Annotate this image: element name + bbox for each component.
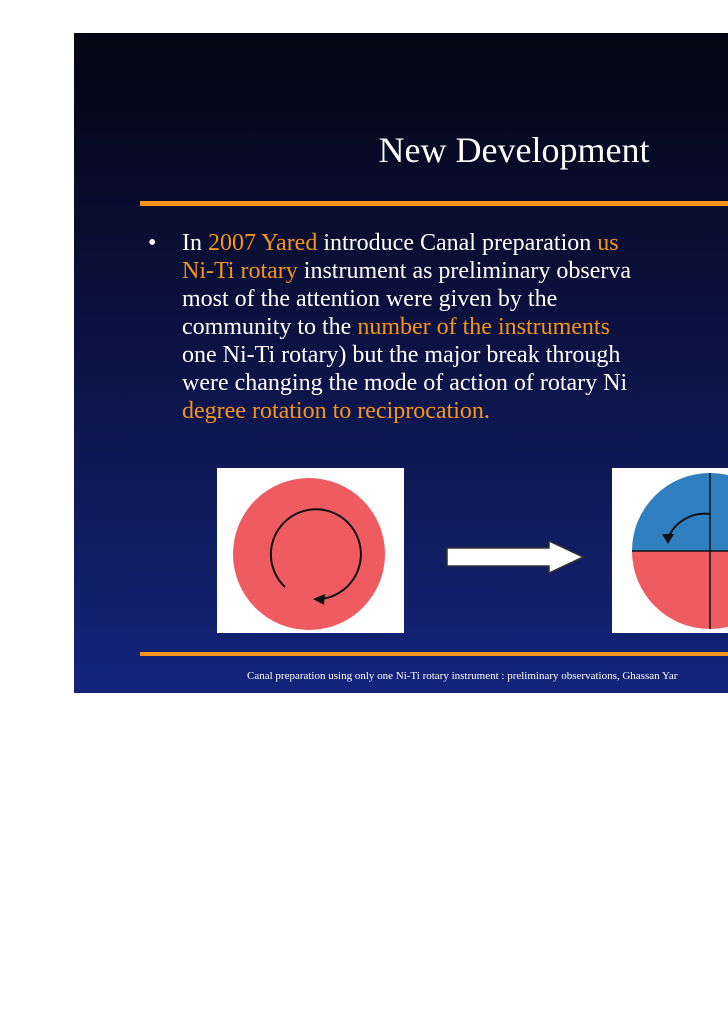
highlighted-text: degree rotation to reciprocation.	[182, 398, 490, 424]
body-text: introduce Canal preparation	[317, 230, 598, 256]
highlighted-text: number of the instruments	[357, 314, 610, 340]
slide	[74, 33, 728, 693]
footer-divider	[140, 652, 728, 656]
highlighted-text: 2007 Yared	[208, 230, 318, 256]
bullet-point: •	[148, 230, 157, 256]
citation-footer: Canal preparation using only one Ni-Ti rotary instrument : preliminary observations, Ghassan Yar	[247, 670, 678, 682]
title-divider	[140, 201, 728, 206]
rotation-figure	[217, 468, 404, 633]
body-text: community to the	[182, 314, 358, 340]
slide-title: New Development	[378, 130, 650, 170]
rotation-circle-icon	[217, 468, 404, 633]
reciprocation-circle-icon	[612, 468, 728, 633]
bullet-line	[148, 313, 728, 341]
body-text: most of the attention were given by the	[182, 286, 558, 312]
bullet-lines	[148, 229, 728, 425]
highlighted-text: Ni-Ti rotary	[182, 258, 298, 284]
bullet-text	[148, 229, 728, 425]
body-text: one Ni-Ti rotary) but the major break through	[182, 342, 621, 368]
bullet-line	[148, 369, 728, 397]
bullet-line	[148, 285, 728, 313]
bullet-line	[148, 341, 728, 369]
rotation-disk	[233, 478, 385, 630]
body-text: In	[182, 230, 208, 256]
highlighted-text: us	[597, 230, 619, 256]
body-text: were changing the mode of action of rotary Ni	[182, 370, 628, 396]
bullet-line	[148, 257, 728, 285]
right-arrow-icon	[445, 539, 587, 575]
body-text: instrument as preliminary observa	[297, 258, 632, 284]
bullet-line	[148, 397, 728, 425]
reciprocation-figure	[612, 468, 728, 633]
bullet-line	[148, 229, 728, 257]
